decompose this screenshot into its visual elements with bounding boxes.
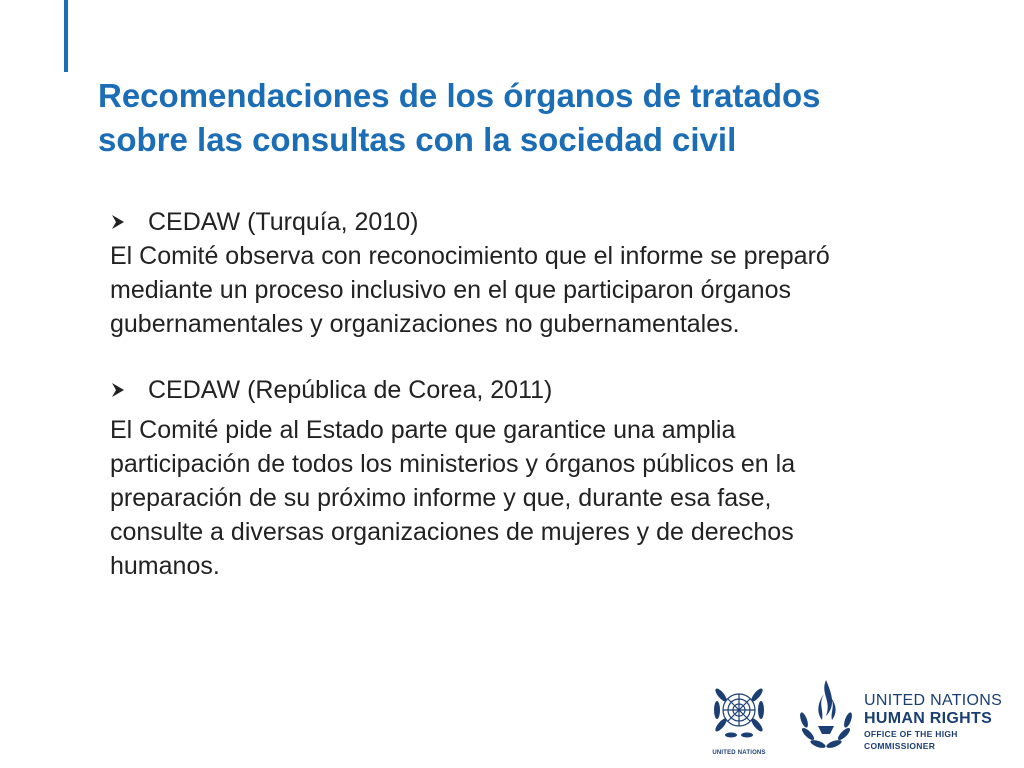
ohchr-line-2: HUMAN RIGHTS (864, 710, 993, 727)
body-line: preparación de su próximo informe y que, durante esa fase, (110, 484, 772, 512)
body-line: participación de todos los ministerios y órganos públicos en la (110, 450, 796, 478)
body-line: consulte a diversas organizaciones de mujeres y de derechos (110, 518, 794, 546)
section-body-corea (110, 413, 960, 583)
flame-laurel-icon (794, 676, 858, 756)
body-line: mediante un proceso inclusivo en el que participaron órganos (110, 276, 791, 304)
slide-title-line-1: Recomendaciones de los órganos de tratados (98, 77, 821, 114)
section-heading-corea (110, 373, 960, 407)
slide-title (98, 74, 978, 162)
arrow-bullet-icon (110, 382, 148, 398)
ohchr-line-3: OFFICE OF THE HIGH COMMISSIONER (864, 729, 958, 751)
arrow-bullet-icon (110, 214, 148, 230)
un-emblem-logo (704, 672, 774, 764)
ohchr-wordmark (864, 692, 1004, 752)
section-heading-turquia (110, 205, 960, 239)
slide-content (110, 205, 960, 583)
body-line: gubernamentales y organizaciones no gubernamentales. (110, 310, 740, 338)
accent-bar (64, 0, 68, 72)
un-emblem-icon (709, 680, 769, 746)
body-line: humanos. (110, 552, 220, 580)
body-line: El Comité observa con reconocimiento que el informe se preparó (110, 242, 830, 270)
body-line: El Comité pide al Estado parte que garantice una amplia (110, 416, 736, 444)
ohchr-line-1: UNITED NATIONS (864, 692, 1003, 709)
un-logo-caption: UNITED NATIONS (712, 750, 766, 756)
footer-logos (704, 672, 1004, 764)
section-body-turquia (110, 239, 960, 341)
section-heading-text: CEDAW (República de Corea, 2011) (148, 376, 553, 404)
slide-title-line-2: sobre las consultas con la sociedad civil (98, 121, 737, 158)
section-heading-text: CEDAW (Turquía, 2010) (148, 208, 419, 236)
ohchr-flame-logo (794, 676, 858, 761)
